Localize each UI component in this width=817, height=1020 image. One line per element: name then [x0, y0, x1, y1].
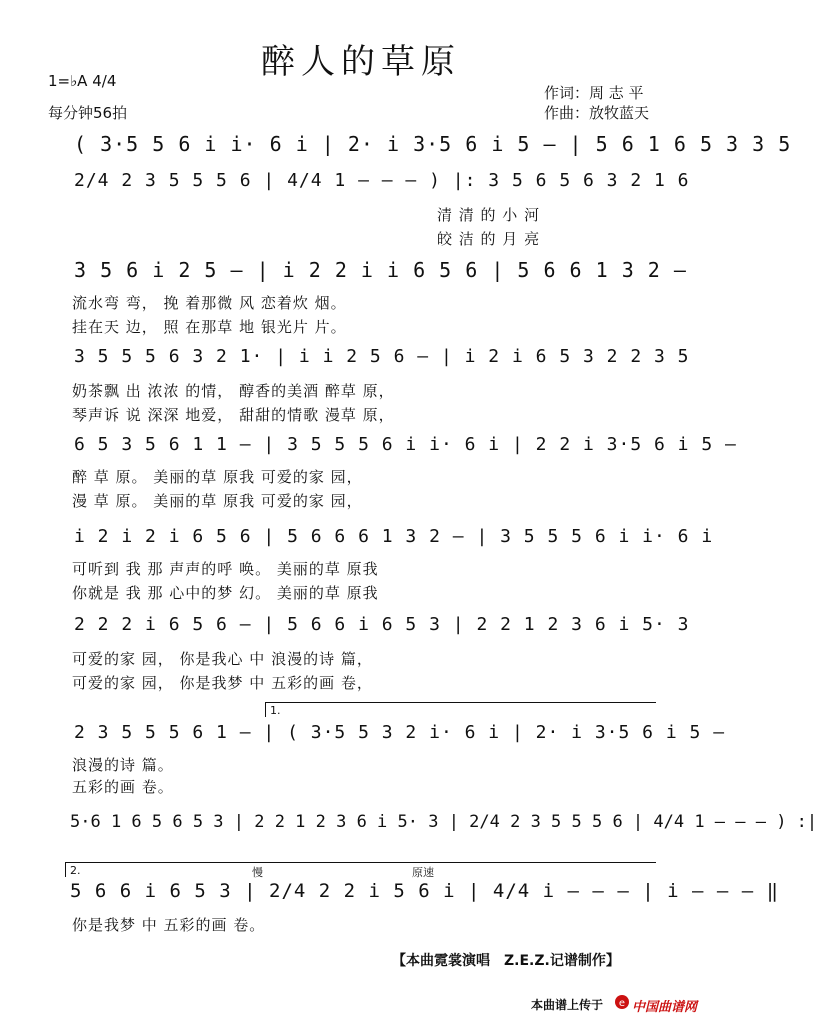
system-10-lyric-1: 你是我梦 中 五彩的画 卷。 — [72, 916, 266, 934]
system-7-notes: 2 2 2 i 6 5 6 — | 5 6 6 i 6 5 3 | 2 2 1 2 3 6 i 5· 3 — [74, 614, 690, 635]
tempo-marking: 每分钟56拍 — [48, 104, 128, 122]
system-3-lyric-1: 流水弯 弯， 挽 着那微 风 恋着炊 烟。 — [72, 294, 347, 312]
site-brand: 中国曲谱网 — [632, 1000, 698, 1015]
song-title: 醉人的草原 — [261, 42, 461, 82]
fermata-slow-mark: 慢 — [252, 866, 263, 879]
system-7-lyric-2: 可爱的家 园， 你是我梦 中 五彩的画 卷， — [72, 674, 373, 692]
system-10-notes: 5 6 6 i 6 5 3 | 2/4 2 2 i 5 6 i | 4/4 i — — — | i — — — ‖ — [70, 880, 780, 902]
system-9-notes: 5·6 1 6 5 6 5 3 | 2 2 1 2 3 6 i 5· 3 | 2/4 2 3 5 5 5 6 | 4/4 1 — — — ) :| — [70, 812, 817, 832]
system-3-notes: 3 5 6 i 2 5 — | i 2 2 i i 6 5 6 | 5 6 6 1 3 2 — — [74, 258, 687, 282]
system-2-lyric-1: 清 清 的 小 河 — [437, 206, 541, 224]
system-8-notes: 2 3 5 5 5 6 1 — | ( 3·5 5 3 2 i· 6 i | 2· i 3·5 6 i 5 — — [74, 722, 726, 743]
system-3-lyric-2: 挂在天 边， 照 在那草 地 银光片 片。 — [72, 318, 347, 336]
system-6-lyric-1: 可听到 我 那 声声的呼 唤。 美丽的草 原我 — [72, 560, 379, 578]
footer-text: 本曲谱上传于 — [531, 998, 604, 1012]
system-4-lyric-2: 琴声诉 说 深深 地爱， 甜甜的情歌 漫草 原， — [72, 406, 395, 424]
volta-1-label: 1. — [270, 704, 281, 717]
system-6-notes: i 2 i 2 i 6 5 6 | 5 6 6 6 1 3 2 — | 3 5 5 5 6 i i· 6 i — [74, 526, 714, 547]
key-signature: 1=♭A 4/4 — [48, 72, 117, 90]
system-6-lyric-2: 你就是 我 那 心中的梦 幻。 美丽的草 原我 — [72, 584, 379, 602]
lyricist-credit: 作词：周 志 平 — [544, 84, 644, 102]
credit-label: 【本曲霓裳演唱 Z.E.Z.记谱制作】 — [392, 953, 620, 969]
site-logo-icon — [614, 994, 630, 1010]
volta-2-label: 2. — [70, 864, 81, 877]
system-2-notes: 2/4 2 3 5 5 5 6 | 4/4 1 — — — ) |: 3 5 6 5 6 3 2 1 6 — [74, 170, 690, 191]
system-5-lyric-1: 醉 草 原。 美丽的草 原我 可爱的家 园， — [72, 468, 363, 486]
tempo-resume-mark: 原速 — [412, 866, 434, 879]
system-8-lyric-1: 浪漫的诗 篇。 — [72, 756, 174, 774]
volta-2-bracket — [65, 862, 656, 877]
system-8-lyric-2: 五彩的画 卷。 — [72, 778, 174, 796]
system-5-lyric-2: 漫 草 原。 美丽的草 原我 可爱的家 园， — [72, 492, 363, 510]
system-4-lyric-1: 奶茶飘 出 浓浓 的情， 醇香的美酒 醉草 原， — [72, 382, 395, 400]
system-5-notes: 6 5 3 5 6 1 1 — | 3 5 5 5 6 i i· 6 i | 2 2 i 3·5 6 i 5 — — [74, 434, 737, 455]
system-1-notes: ( 3·5 5 6 i i· 6 i | 2· i 3·5 6 i 5 — | 5 6 1 6 5 3 3 5 — [74, 132, 792, 156]
volta-1-bracket — [265, 702, 656, 717]
composer-credit: 作曲：放牧蓝天 — [544, 104, 650, 122]
svg-text:e: e — [618, 998, 626, 1009]
system-2-lyric-2: 皎 洁 的 月 亮 — [437, 230, 541, 248]
system-7-lyric-1: 可爱的家 园， 你是我心 中 浪漫的诗 篇， — [72, 650, 373, 668]
system-4-notes: 3 5 5 5 6 3 2 1· | i i 2 5 6 — | i 2 i 6 5 3 2 2 3 5 — [74, 346, 690, 367]
